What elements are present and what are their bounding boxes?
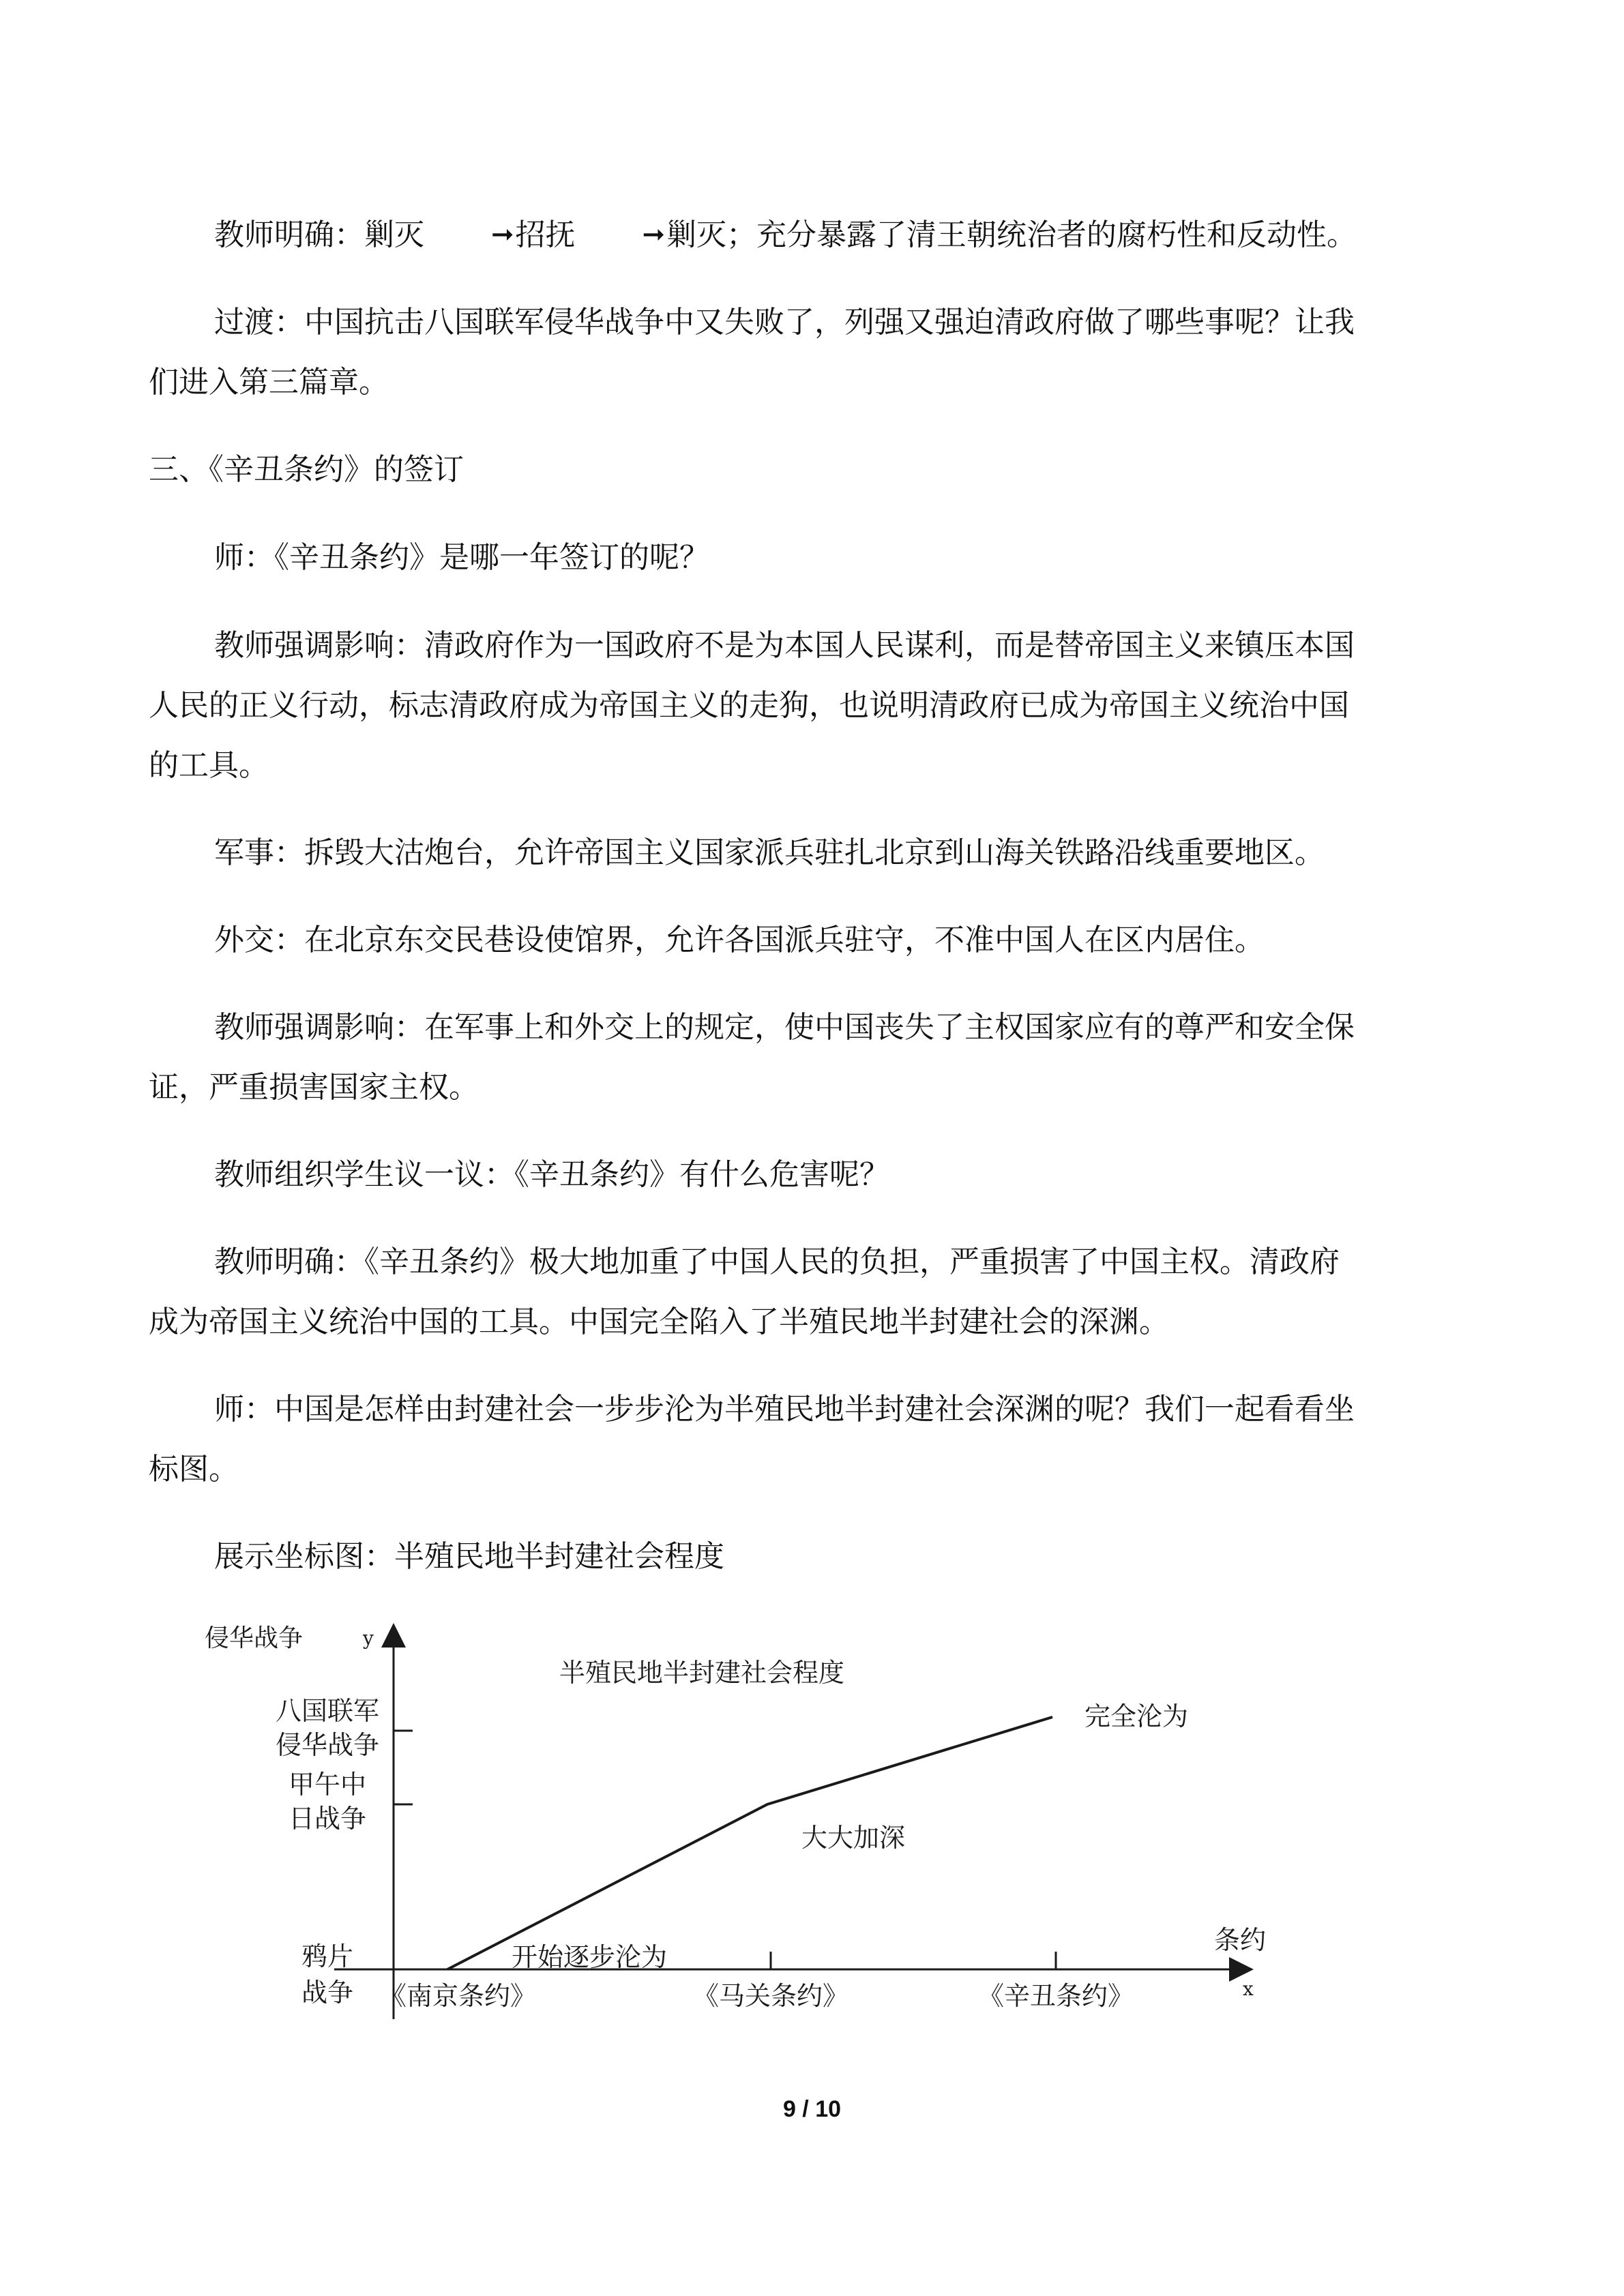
chart-title: 半殖民地半封建社会程度 xyxy=(559,1658,845,1688)
x-tick-label: 《辛丑条约》 xyxy=(977,1981,1134,2011)
paragraph-show-chart: 展示坐标图：半殖民地半封建社会程度 xyxy=(214,1539,724,1574)
x-tick-label: 《南京条约》 xyxy=(380,1981,537,2011)
section-heading: 三、《辛丑条约》的签订 xyxy=(149,452,464,487)
y-tick-label-line2: 侵华战争 xyxy=(275,1730,380,1760)
y-tick-label-line2: 战争 xyxy=(301,1978,354,2008)
paragraph-teacher-question-line2: 标图。 xyxy=(149,1452,239,1487)
paragraph-impact2-line2: 证，严重损害国家主权。 xyxy=(149,1070,479,1105)
paragraph-impact-line2: 人民的正义行动，标志清政府成为帝国主义的走狗，也说明清政府已成为帝国主义统治中国 xyxy=(149,688,1349,723)
series-line xyxy=(447,1717,1052,1969)
x-axis-label: 条约 xyxy=(1214,1925,1267,1955)
y-axis-letter: y xyxy=(363,1627,374,1650)
y-tick-label-line2: 日战争 xyxy=(288,1804,367,1834)
paragraph-military: 军事：拆毁大沽炮台，允许帝国主义国家派兵驻扎北京到山海关铁路沿线重要地区。 xyxy=(214,835,1325,870)
paragraph-impact2-line1: 教师强调影响：在军事上和外交上的规定，使中国丧失了主权国家应有的尊严和安全保 xyxy=(214,1010,1355,1045)
paragraph-clarify2-line2: 成为帝国主义统治中国的工具。中国完全陷入了半殖民地半封建社会的深渊。 xyxy=(149,1304,1169,1339)
coordinate-chart xyxy=(191,1622,1296,2024)
paragraph-question-year: 师：《辛丑条约》是哪一年签订的呢？ xyxy=(214,540,709,575)
paragraph-teacher-question-line1: 师：中国是怎样由封建社会一步步沦为半殖民地半封建社会深渊的呢？我们一起看看坐 xyxy=(214,1392,1355,1427)
annotation-complete: 完全沦为 xyxy=(1084,1701,1189,1731)
paragraph-transition-line1: 过渡：中国抗击八国联军侵华战争中又失败了，列强又强迫清政府做了哪些事呢？让我 xyxy=(214,305,1355,340)
x-tick-label: 《马关条约》 xyxy=(692,1981,849,2011)
annotation-deepen: 大大加深 xyxy=(801,1823,906,1853)
paragraph-diplomacy: 外交：在北京东交民巷设使馆界，允许各国派兵驻守，不准中国人在区内居住。 xyxy=(214,923,1265,957)
paragraph-teacher-clarify-1: 教师明确：剿灭 ➞招抚 ➞剿灭；充分暴露了清王朝统治者的腐朽性和反动性。 xyxy=(149,205,1458,265)
annotation-start: 开始逐步沦为 xyxy=(512,1942,668,1972)
arrow-icon: ➞ xyxy=(491,219,514,250)
page-number: 9 / 10 xyxy=(782,2096,842,2122)
y-axis-label: 侵华战争 xyxy=(205,1624,304,1652)
y-tick-label-line1: 甲午中 xyxy=(288,1770,367,1800)
paragraph-clarify2-line1: 教师明确：《辛丑条约》极大地加重了中国人民的负担，严重损害了中国主权。清政府 xyxy=(214,1244,1340,1279)
paragraph-impact-line1: 教师强调影响：清政府作为一国政府不是为本国人民谋利，而是替帝国主义来镇压本国 xyxy=(214,628,1355,663)
paragraph-discussion: 教师组织学生议一议：《辛丑条约》有什么危害呢？ xyxy=(214,1157,889,1192)
y-tick-label-line1: 鸦片 xyxy=(301,1941,354,1971)
paragraph-impact-line3: 的工具。 xyxy=(149,748,269,783)
arrow-icon: ➞ xyxy=(642,219,666,250)
paragraph-transition-line2: 们进入第三篇章。 xyxy=(149,365,389,400)
y-tick-label-line1: 八国联军 xyxy=(275,1696,380,1726)
x-axis-letter: x xyxy=(1243,1978,1254,2000)
